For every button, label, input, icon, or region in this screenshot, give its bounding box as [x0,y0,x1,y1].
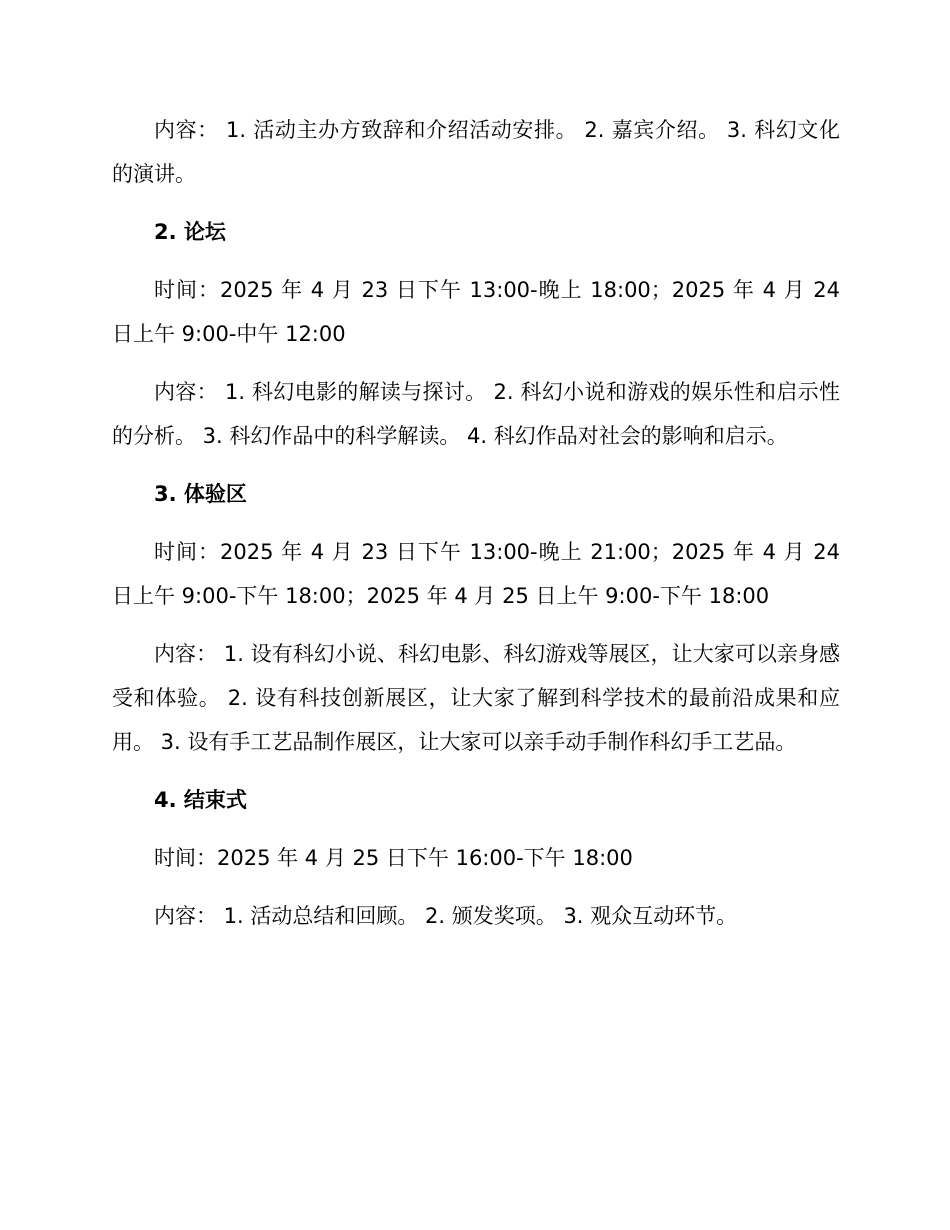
closing-ceremony-heading: 4. 结束式 [154,788,247,812]
closing-ceremony-time-paragraph: 时间：2025 年 4 月 25 日下午 16:00-下午 18:00 [154,846,633,870]
document-page [112,108,840,952]
forum-time-paragraph: 时间：2025 年 4 月 23 日下午 13:00-晚上 18:00；2025 年 4 月 24 日上午 9:00-中午 12:00 [112,278,840,346]
experience-zone-time-paragraph: 时间：2025 年 4 月 23 日下午 13:00-晚上 21:00；2025 年 4 月 24 日上午 9:00-下午 18:00；2025 年 4 月 25 日上午 9:00-下午 18:00 [112,540,840,608]
experience-zone-heading: 3. 体验区 [154,482,247,506]
forum-heading: 2. 论坛 [154,220,226,244]
experience-zone-content-paragraph: 内容： 1. 设有科幻小说、科幻电影、科幻游戏等展区，让大家可以亲身感受和体验。 2. 设有科技创新展区，让大家了解到科学技术的最前沿成果和应用。 3. 设有手工艺品制作展区，让大家可以亲手动手制作科幻手工艺品。 [112,642,840,754]
opening-content-paragraph: 内容： 1. 活动主办方致辞和介绍活动安排。 2. 嘉宾介绍。 3. 科幻文化的演讲。 [112,118,840,186]
closing-ceremony-content-paragraph: 内容： 1. 活动总结和回顾。 2. 颁发奖项。 3. 观众互动环节。 [154,904,738,928]
forum-content-paragraph: 内容： 1. 科幻电影的解读与探讨。 2. 科幻小说和游戏的娱乐性和启示性的分析。 3. 科幻作品中的科学解读。 4. 科幻作品对社会的影响和启示。 [112,380,840,448]
